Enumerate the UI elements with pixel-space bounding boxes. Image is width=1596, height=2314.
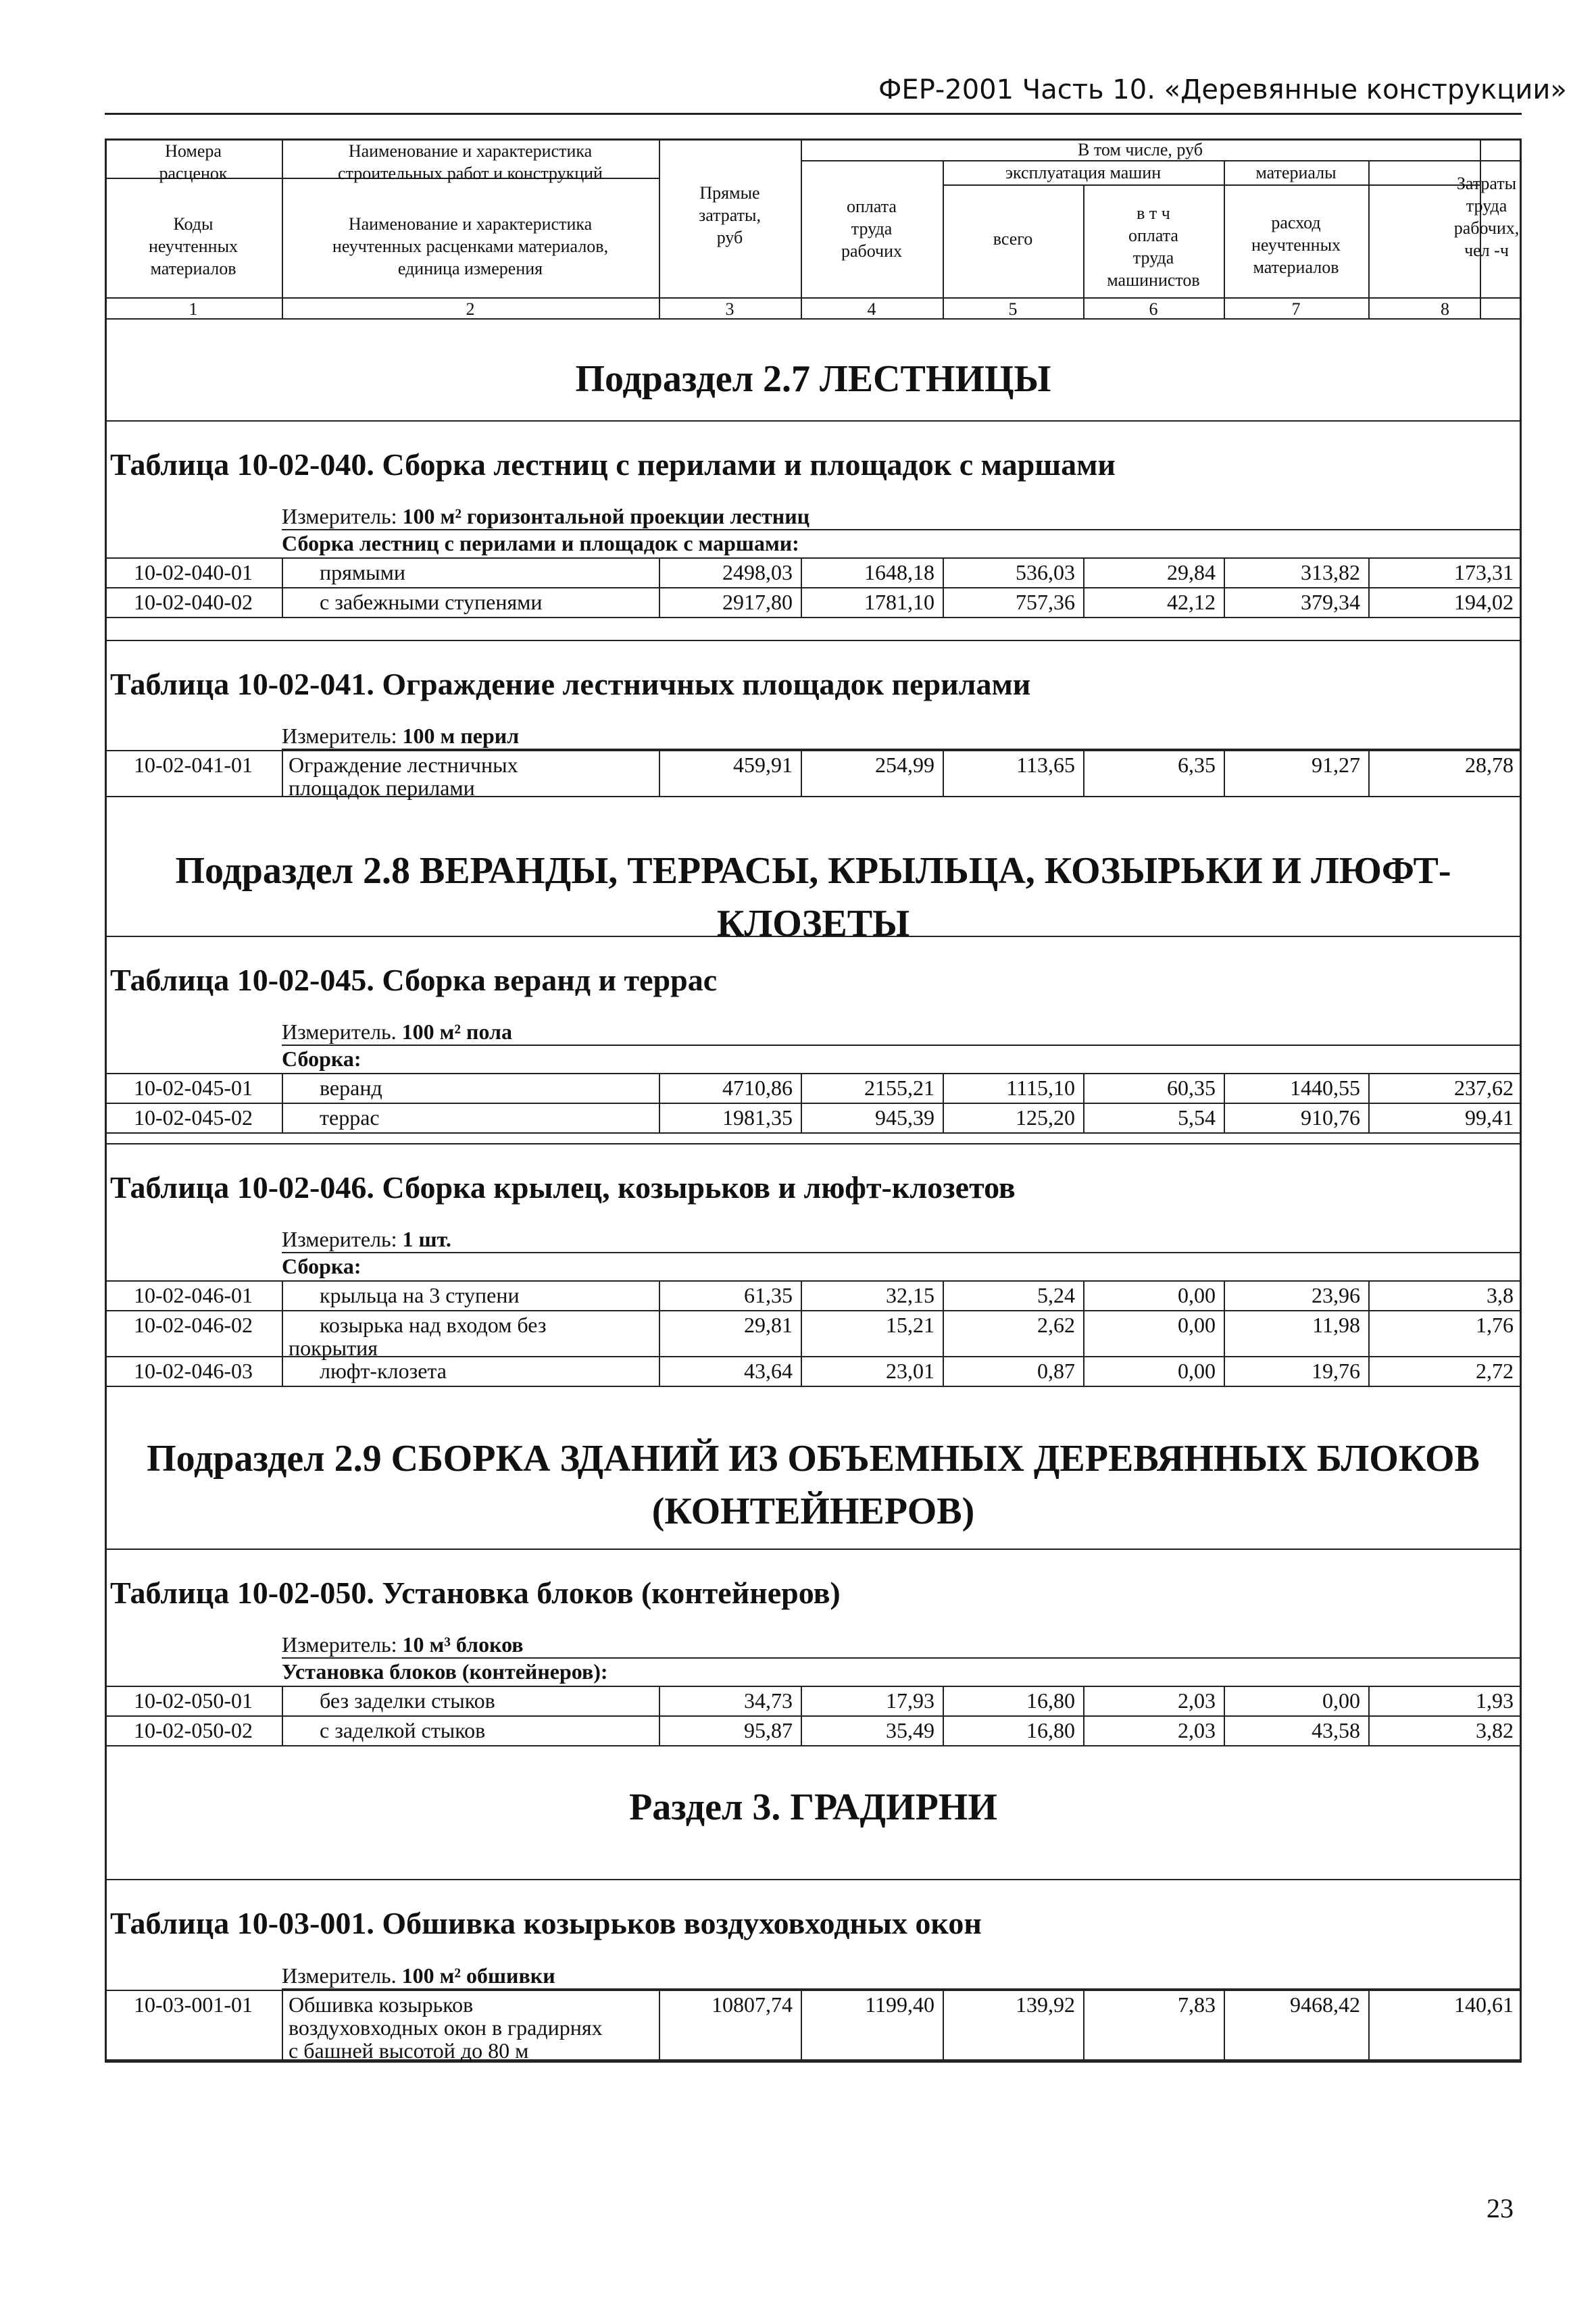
table-row-code: 10-02-050-02 <box>134 1718 253 1742</box>
row-rule <box>105 936 1522 937</box>
cell-rule <box>282 1990 283 2061</box>
table-row-value: 29,81 <box>744 1313 793 1337</box>
table-row-value: 910,76 <box>1301 1105 1360 1130</box>
vline-7 <box>1368 160 1370 318</box>
table-row-value: 0,00 <box>1322 1688 1360 1713</box>
table-row-value: 0,00 <box>1178 1313 1216 1337</box>
table-row-value: 757,36 <box>1016 590 1075 614</box>
section-title: Подраздел 2.9 СБОРКА ЗДАНИЙ ИЗ ОБЪЕМНЫХ ДЕРЕВЯННЫХ БЛОКОВ (КОНТЕЙНЕРОВ) <box>147 1438 1480 1532</box>
table-row-value: 1981,35 <box>722 1105 793 1130</box>
table-row-value: 2,03 <box>1178 1688 1216 1713</box>
table-row-value: 1199,40 <box>865 1992 934 2017</box>
table-row-code: 10-02-050-01 <box>134 1688 253 1713</box>
table-row-name: люфт-клозета <box>320 1359 447 1383</box>
colnum-5: 5 <box>1008 299 1018 319</box>
table-row-value: 95,87 <box>744 1718 793 1742</box>
measure-label: Измеритель: <box>282 1227 397 1251</box>
hdr-including: В том числе, руб <box>1078 140 1203 159</box>
table-measure <box>282 503 809 529</box>
row-rule <box>105 640 1522 641</box>
table-row-value: 35,49 <box>886 1718 934 1742</box>
table-measure <box>282 1632 524 1657</box>
table-row-name: прямыми <box>320 560 405 584</box>
colnum-2: 2 <box>466 299 475 319</box>
table-row-value: 1440,55 <box>1290 1076 1360 1100</box>
measure-value: 100 м² горизонтальной проекции лестниц <box>402 504 810 528</box>
measure-value: 100 м перил <box>402 724 520 748</box>
cell-rule <box>282 1686 283 1715</box>
table-row-name: покрытия <box>289 1336 378 1360</box>
cell-rule <box>282 1103 283 1132</box>
table-row-name: Ограждение лестничных <box>289 753 518 777</box>
row-rule <box>105 1386 1522 1387</box>
measure-value: 100 м² пола <box>401 1020 512 1044</box>
table-row-code: 10-02-045-02 <box>134 1105 253 1130</box>
table-row-value: 17,93 <box>886 1688 934 1713</box>
table-row-name: козырька над входом без <box>320 1313 547 1337</box>
table-row-code: 10-02-046-03 <box>134 1359 253 1383</box>
table-row-value: 16,80 <box>1026 1718 1075 1742</box>
table-row-value: 379,34 <box>1301 590 1360 614</box>
hdr-col1-top: Номера расценок <box>159 141 228 183</box>
measure-value: 10 м³ блоков <box>402 1632 524 1657</box>
table-row-name: воздуховходных окон в градирнях <box>289 2015 603 2040</box>
colnum-8: 8 <box>1441 299 1449 319</box>
table-title: Таблица 10-03-001. Обшивка козырьков воздуховходных окон <box>110 1906 982 1940</box>
table-row-value: 9468,42 <box>1290 1992 1360 2017</box>
table-row-value: 7,83 <box>1178 1992 1216 2017</box>
cell-rule <box>282 557 283 587</box>
table-row-code: 10-02-046-01 <box>134 1283 253 1307</box>
table-row-value: 15,21 <box>886 1313 934 1337</box>
table-frame <box>105 139 1522 2061</box>
cell-rule <box>282 1715 283 1745</box>
row-rule <box>105 1143 1522 1145</box>
hdr-labor-pay: оплата труда рабочих <box>841 197 903 261</box>
table-row-value: 3,82 <box>1476 1718 1514 1742</box>
row-rule <box>105 1103 1522 1104</box>
row-rule <box>282 1045 1522 1046</box>
cell-rule <box>282 1356 283 1386</box>
table-row-value: 313,82 <box>1301 560 1360 584</box>
table-row-value: 125,20 <box>1016 1105 1075 1130</box>
table-row-value: 113,65 <box>1016 753 1075 777</box>
table-row-value: 32,15 <box>886 1283 934 1307</box>
table-row-name: крыльца на 3 ступени <box>320 1283 520 1307</box>
colnum-3: 3 <box>725 299 734 319</box>
table-row-value: 2,03 <box>1178 1718 1216 1742</box>
row-rule <box>105 1745 1522 1746</box>
table-row-value: 237,62 <box>1454 1076 1514 1100</box>
cell-rule <box>282 1073 283 1103</box>
measure-label: Измеритель: <box>282 504 397 528</box>
row-rule <box>105 1879 1522 1880</box>
table-row-value: 42,12 <box>1167 590 1216 614</box>
row-rule <box>105 1686 1522 1687</box>
row-rule <box>105 1549 1522 1550</box>
table-group-label: Сборка: <box>282 1254 361 1278</box>
table-row-value: 5,24 <box>1037 1283 1075 1307</box>
table-row-name: с заделкой стыков <box>320 1718 486 1742</box>
table-row-value: 2498,03 <box>722 560 793 584</box>
row-rule <box>105 420 1522 422</box>
table-row-value: 194,02 <box>1454 590 1514 614</box>
table-row-value: 23,01 <box>886 1359 934 1383</box>
table-row-value: 2155,21 <box>864 1076 934 1100</box>
table-row-code: 10-02-041-01 <box>134 753 253 777</box>
table-measure <box>282 1019 512 1045</box>
table-row-value: 28,78 <box>1465 753 1514 777</box>
table-row-value: 0,00 <box>1178 1283 1216 1307</box>
cell-rule <box>282 1310 283 1356</box>
table-row-value: 16,80 <box>1026 1688 1075 1713</box>
row-rule <box>105 1280 1522 1282</box>
table-row-value: 10807,74 <box>712 1992 793 2017</box>
table-row-value: 5,54 <box>1178 1105 1216 1130</box>
table-row-value: 1648,18 <box>864 560 934 584</box>
table-title: Таблица 10-02-046. Сборка крылец, козырьков и люфт-клозетов <box>110 1170 1016 1205</box>
measure-label: Измеритель: <box>282 724 397 748</box>
table-row-value: 459,91 <box>733 753 793 777</box>
table-row-value: 29,84 <box>1167 560 1216 584</box>
table-row-code: 10-02-046-02 <box>134 1313 253 1337</box>
table-row-name: Обшивка козырьков <box>289 1992 474 2017</box>
table-title: Таблица 10-02-045. Сборка веранд и террас <box>110 963 718 997</box>
hdr-machines-incl: в т ч оплата труда машинистов <box>1107 203 1200 290</box>
table-row-value: 0,87 <box>1037 1359 1075 1383</box>
table-row-value: 139,92 <box>1016 1992 1075 2017</box>
header-rule-machines <box>943 184 1480 186</box>
table-row-value: 11,98 <box>1312 1313 1360 1337</box>
row-rule <box>105 587 1522 588</box>
colnum-1: 1 <box>189 299 198 319</box>
table-title: Таблица 10-02-041. Ограждение лестничных площадок перилами <box>110 667 1031 701</box>
measure-label: Измеритель. <box>282 1963 397 1988</box>
table-row-value: 1,76 <box>1476 1313 1514 1337</box>
hdr-machines-total: всего <box>993 229 1033 249</box>
table-row-code: 10-02-045-01 <box>134 1076 253 1100</box>
table-measure <box>282 723 519 749</box>
section-title: Подраздел 2.8 ВЕРАНДЫ, ТЕРРАСЫ, КРЫЛЬЦА, КОЗЫРЬКИ И ЛЮФТ- КЛОЗЕТЫ <box>175 850 1451 945</box>
table-row-code: 10-02-040-02 <box>134 590 253 614</box>
table-group-label: Сборка лестниц с перилами и площадок с маршами: <box>282 531 799 555</box>
table-row-value: 536,03 <box>1016 560 1075 584</box>
table-row-value: 60,35 <box>1167 1076 1216 1100</box>
cell-rule <box>282 1280 283 1310</box>
colnum-7: 7 <box>1291 299 1301 319</box>
table-row-value: 19,76 <box>1312 1359 1360 1383</box>
hdr-materials-sub: расход неучтенных материалов <box>1251 213 1341 277</box>
table-row-value: 34,73 <box>744 1688 793 1713</box>
table-row-value: 43,64 <box>744 1359 793 1383</box>
hdr-labor: Затраты труда рабочих, чел -ч <box>1453 174 1520 260</box>
row-rule <box>105 1715 1522 1717</box>
cell-rule <box>282 750 283 796</box>
row-rule <box>282 1252 1522 1253</box>
table-group-label: Установка блоков (контейнеров): <box>282 1659 608 1684</box>
row-rule <box>105 617 1522 618</box>
table-row-name: с башней высотой до 80 м <box>289 2038 529 2063</box>
table-title: Таблица 10-02-050. Установка блоков (контейнеров) <box>110 1576 841 1610</box>
table-row-value: 140,61 <box>1454 1992 1514 2017</box>
table-row-value: 6,35 <box>1178 753 1216 777</box>
table-title: Таблица 10-02-040. Сборка лестниц с перилами и площадок с маршами <box>110 447 1116 482</box>
row-rule <box>105 557 1522 559</box>
hdr-col2-top: Наименование и характеристика строительных работ и конструкций <box>338 141 603 183</box>
row-rule <box>105 1310 1522 1311</box>
row-rule <box>105 750 1522 751</box>
table-row-value: 254,99 <box>875 753 934 777</box>
table-row-code: 10-03-001-01 <box>134 1992 253 2017</box>
hdr-direct-costs: Прямые затраты, руб <box>698 183 761 247</box>
page-number: 23 <box>1487 2193 1514 2223</box>
table-row-name: веранд <box>320 1076 382 1100</box>
table-row-value: 1115,10 <box>1006 1076 1075 1100</box>
row-rule <box>105 1073 1522 1074</box>
table-row-value: 945,39 <box>875 1105 934 1130</box>
table-row-value: 173,31 <box>1454 560 1514 584</box>
measure-value: 100 м² обшивки <box>401 1963 555 1988</box>
row-rule <box>105 1132 1522 1134</box>
cell-rule <box>282 587 283 617</box>
table-row-value: 99,41 <box>1465 1105 1514 1130</box>
table-row-value: 1781,10 <box>864 590 934 614</box>
table-row-value: 61,35 <box>744 1283 793 1307</box>
colnum-6: 6 <box>1149 299 1158 319</box>
table-row-value: 43,58 <box>1312 1718 1360 1742</box>
measure-value: 1 шт. <box>402 1227 451 1251</box>
hdr-col1-bottom: Коды неучтенных материалов <box>148 214 239 278</box>
table-measure <box>282 1226 451 1252</box>
table-row-value: 0,00 <box>1178 1359 1216 1383</box>
section-title: Подраздел 2.7 ЛЕСТНИЦЫ <box>575 358 1051 400</box>
table-measure <box>282 1963 555 1988</box>
table-row-name: площадок перилами <box>289 776 475 800</box>
table-row-value: 2,72 <box>1476 1359 1514 1383</box>
running-header: ФЕР-2001 Часть 10. «Деревянные конструкции» <box>878 74 1567 105</box>
hdr-col2-bottom: Наименование и характеристика неучтенных расценками материалов, единица измерения <box>332 214 609 278</box>
header-rule <box>105 113 1522 115</box>
measure-label: Измеритель: <box>282 1632 397 1657</box>
table-row-value: 2,62 <box>1037 1313 1075 1337</box>
table-row-value: 3,8 <box>1487 1283 1514 1307</box>
section-title: Раздел 3. ГРАДИРНИ <box>629 1786 997 1828</box>
table-row-value: 1,93 <box>1476 1688 1514 1713</box>
table-row-name: с забежными ступенями <box>320 590 543 614</box>
table-row-value: 4710,86 <box>722 1076 793 1100</box>
table-row-code: 10-02-040-01 <box>134 560 253 584</box>
table-row-value: 23,96 <box>1312 1283 1360 1307</box>
price-table-page <box>105 139 1522 2061</box>
table-row-value: 91,27 <box>1312 753 1360 777</box>
hdr-materials: материалы <box>1255 163 1337 182</box>
measure-label: Измеритель. <box>282 1020 397 1044</box>
table-row-name: без заделки стыков <box>320 1688 495 1713</box>
table-group-label: Сборка: <box>282 1047 361 1071</box>
table-row-value: 2917,80 <box>722 590 793 614</box>
row-rule <box>105 1990 1522 1991</box>
colnum-4: 4 <box>867 299 876 319</box>
table-row-name: террас <box>320 1105 380 1130</box>
hdr-machines: эксплуатация машин <box>1005 163 1162 182</box>
